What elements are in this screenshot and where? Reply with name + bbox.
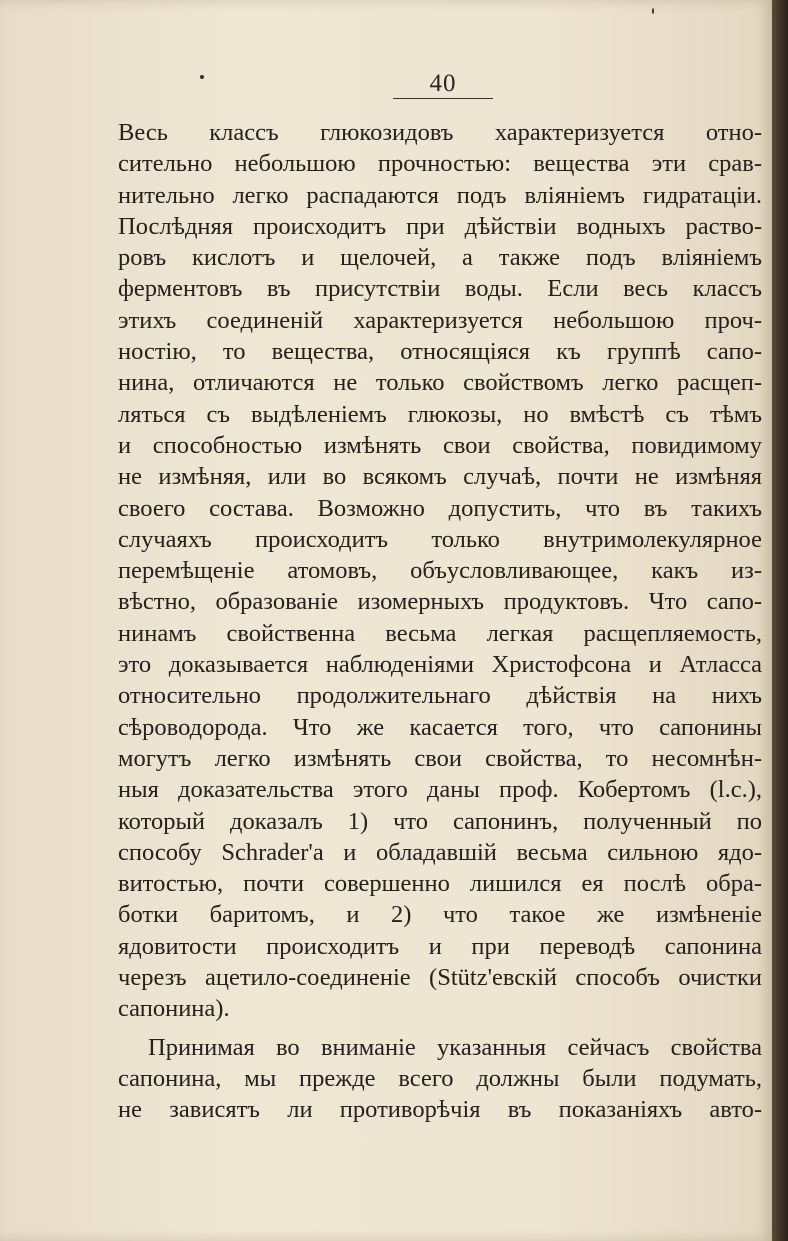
text-line: ферментовъ въ присутствіи воды. Если весь классъ [118,275,762,303]
text-line: который доказалъ 1) что сапонинъ, полученный по [118,807,762,835]
text-line: этихъ соединеній характеризуется небольшою проч- [118,306,762,334]
text-run: Принимая во вниманіе указанныя сейчасъ свойства [148,1033,762,1061]
text-line: ядовитости происходитъ и при переводѣ сапонина [118,932,762,960]
text-line: нительно легко распадаются подъ вліяніемъ гидратаціи. [118,181,762,209]
text-line: нина, отличаются не только свойствомъ легко расщеп- [118,369,762,397]
text-line: случаяхъ происходитъ только внутримолекулярное [118,525,762,553]
text-line: не измѣняя, или во всякомъ случаѣ, почти не измѣняя [118,463,762,491]
body-text [118,117,762,1126]
page-number: 40 [429,70,457,97]
text-line: ботки баритомъ, и 2) что такое же измѣненіе [118,901,762,929]
text-line: сѣроводорода. Что же касается того, что сапонины [118,713,762,741]
text-line: относительно продолжительнаго дѣйствія на нихъ [118,682,762,710]
text-line: ныя доказательства этого даны проф. Кобертомъ (l.c.), [118,776,762,804]
paragraph [118,117,762,1025]
text-line: сапонина, мы прежде всего должны были подумать, [118,1064,762,1092]
ink-speck [200,75,204,79]
text-line: и способностью измѣнять свои свойства, повидимому [118,431,762,459]
text-line: Весь классъ глюкозидовъ характеризуется отно- [118,119,762,146]
binding-edge [772,0,788,1241]
paragraph-gap [118,1025,762,1032]
text-line: витостью, почти совершенно лишился ея послѣ обра- [118,870,762,898]
text-line: черезъ ацетило-соединеніе (Stütz'евскій способъ очистки [118,964,762,992]
text-line: не зависятъ ли противорѣчія въ показаніяхъ авто- [118,1096,762,1124]
text-line: вѣстно, образованіе изомерныхъ продуктовъ. Что сапо- [118,588,762,616]
text-line: могутъ легко измѣнять свои свойства, то несомнѣн- [118,744,762,772]
header-rule [393,98,493,99]
text-line: перемѣщеніе атомовъ, объусловливающее, какъ из- [118,557,762,585]
text-line: сапонина). [118,995,230,1023]
text-line: Послѣдняя происходитъ при дѣйствіи водныхъ раство- [118,212,762,240]
text-line [118,1032,762,1063]
text-line: ровъ кислотъ и щелочей, а также подъ вліяніемъ [118,244,762,272]
text-line: нинамъ свойственна весьма легкая расщепляемость, [118,619,762,647]
text-line: ностію, то вещества, относящіяся къ группѣ сапо- [118,338,762,366]
ink-speck [652,8,654,14]
paragraph [118,1032,762,1126]
text-line: сительно небольшою прочностью: вещества эти срав- [118,150,762,178]
text-line: это доказывается наблюденіями Христофсона и Атласса [118,651,762,679]
text-line: своего состава. Возможно допустить, что въ такихъ [118,494,762,522]
text-line: способу Schrader'а и обладавшій весьма сильною ядо- [118,838,762,866]
text-line: ляться съ выдѣленіемъ глюкозы, но вмѣстѣ съ тѣмъ [118,400,762,428]
